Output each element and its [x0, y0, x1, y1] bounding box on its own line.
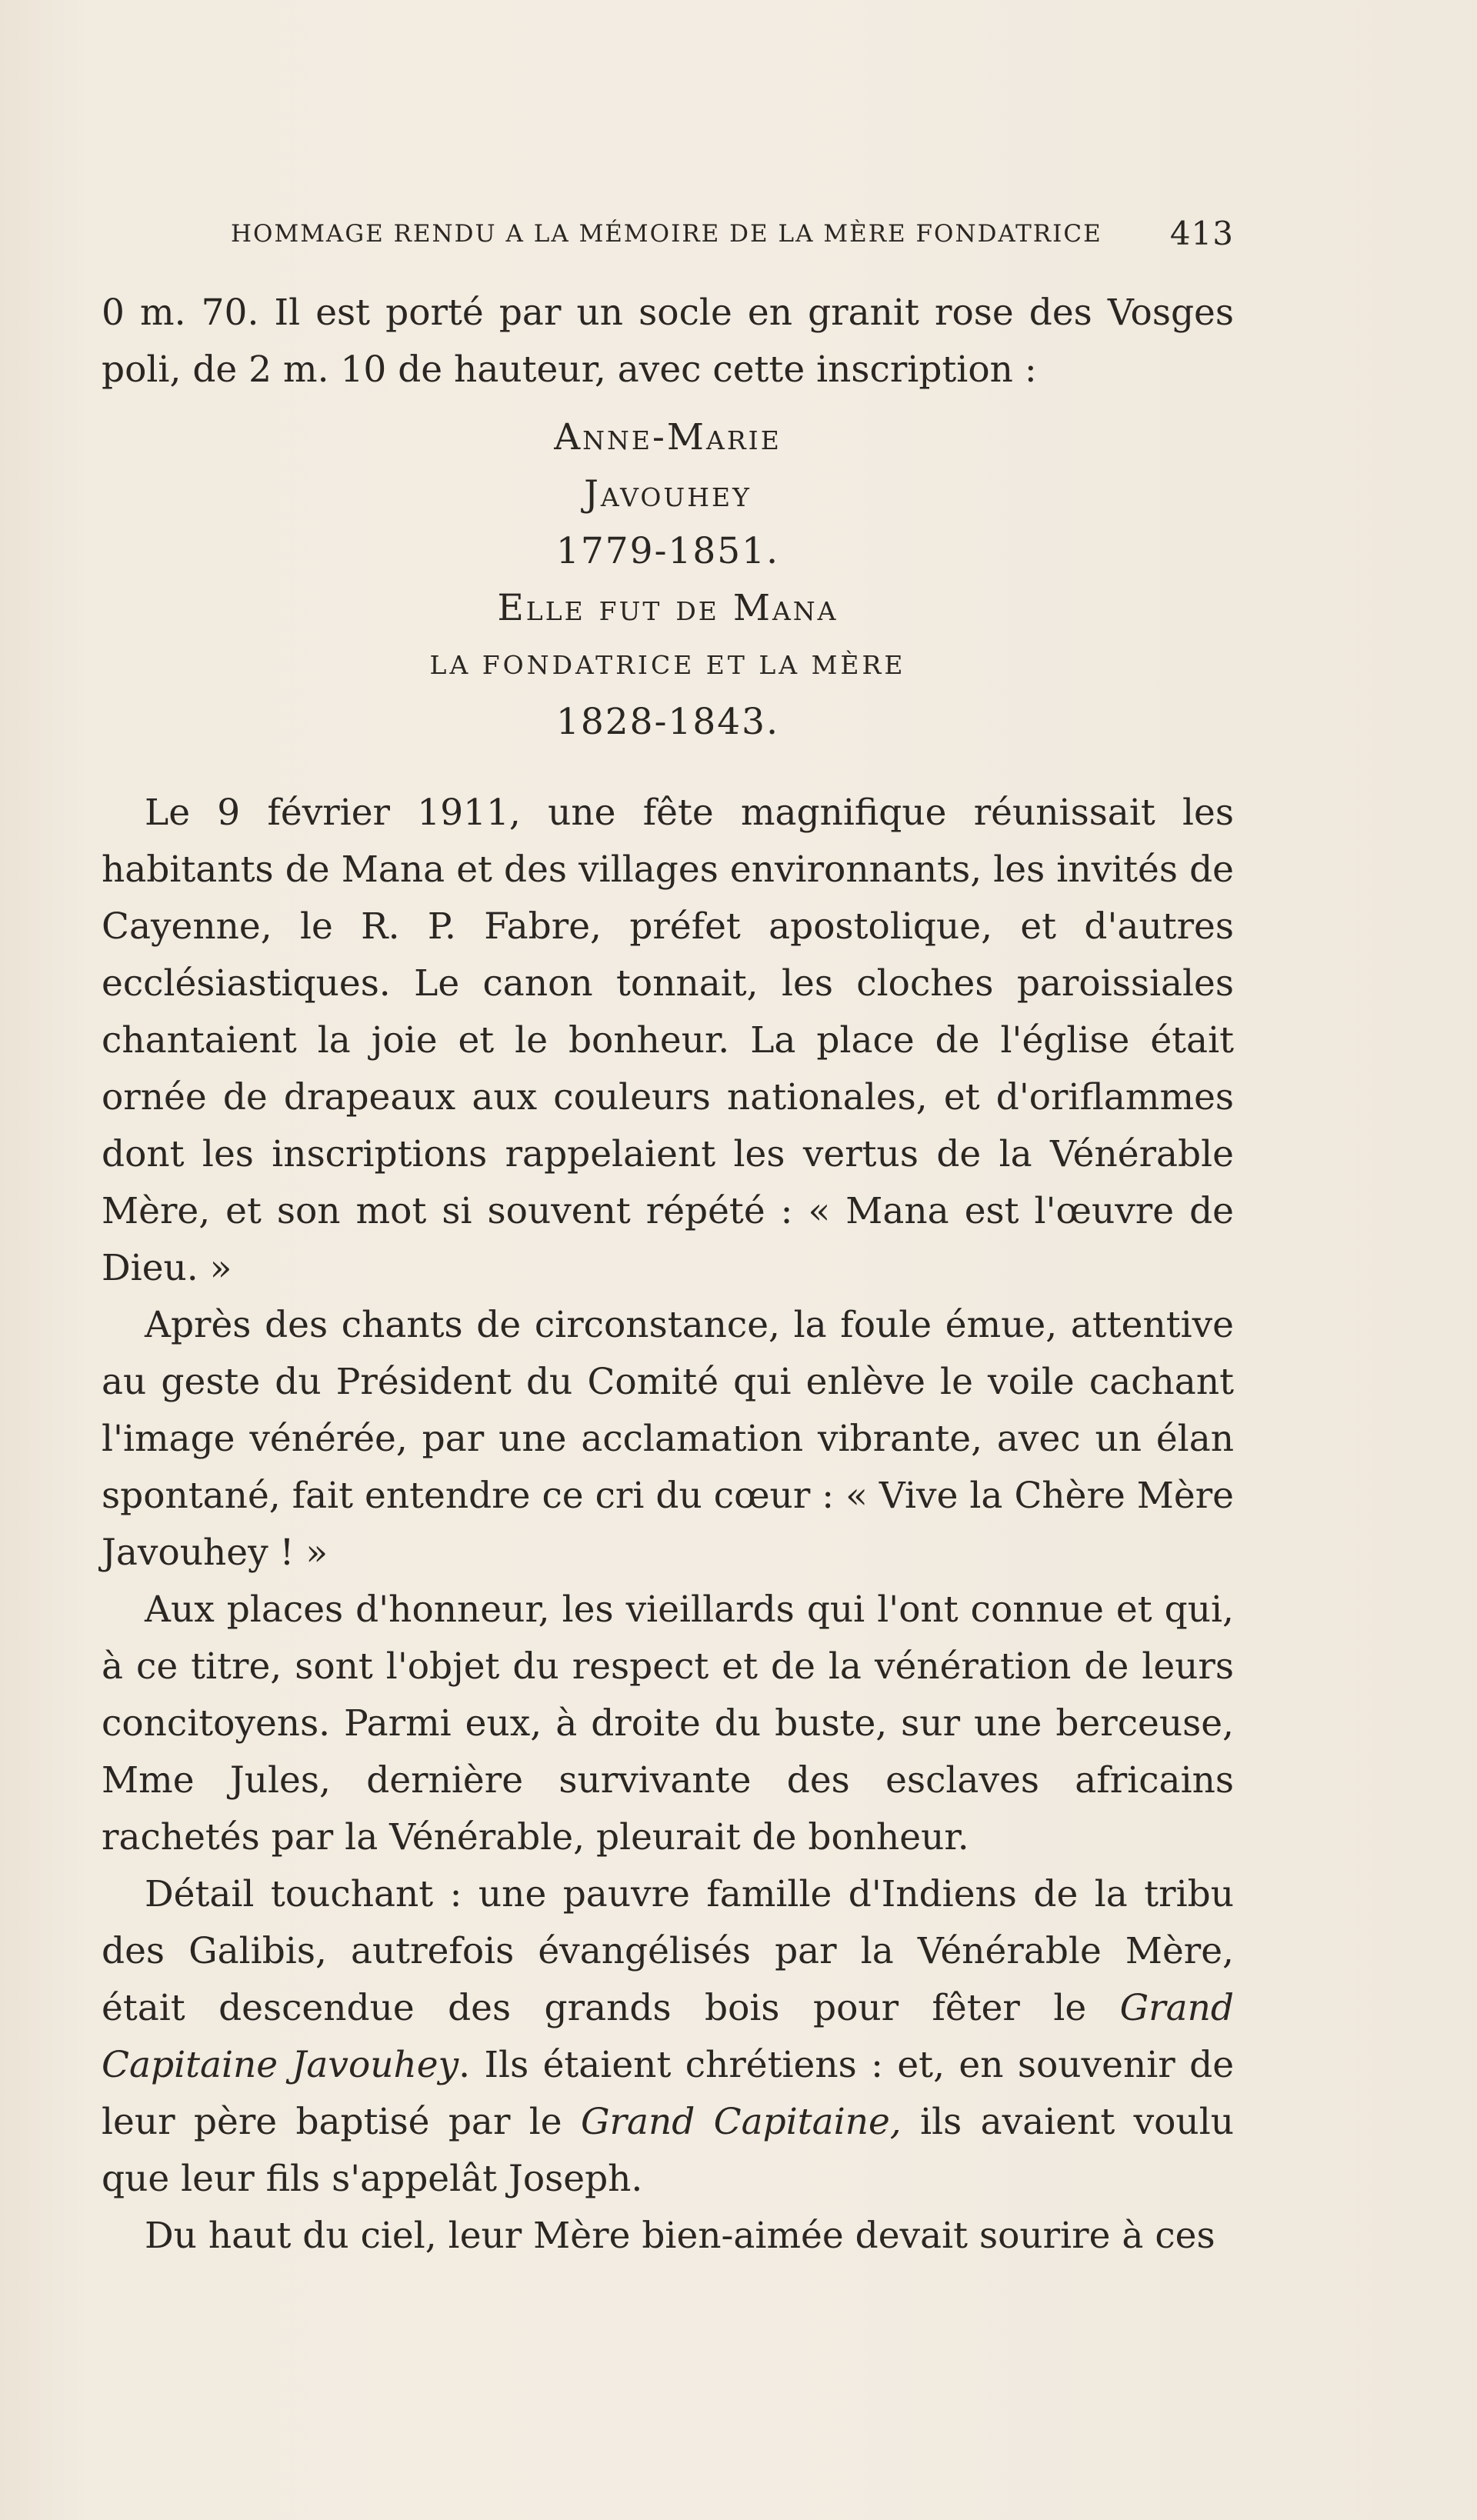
intro-paragraph: 0 m. 70. Il est porté par un socle en granit rose des Vosges poli, de 2 m. 10 de hauteur, avec cette inscription : [102, 292, 1234, 391]
paragraph-places: Aux places d'honneur, les vieillards qui l'ont connue et qui, à ce titre, sont l'objet du respect et de la vénération de leurs concitoyens. Parmi eux, à droite du buste, sur une berceuse, Mme Jules, dernière survivante des esclaves africains rachetés par la Vénérable, pleurait de bonheur. [102, 1588, 1234, 1858]
inscription-mana-dates: 1828-1843. [555, 701, 780, 743]
page-number: 413 [1169, 215, 1234, 252]
detail-italic-grand-capitaine: Grand Capitaine, [580, 2101, 902, 2143]
inscription-line-founder: LA FONDATRICE ET LA MÈRE [429, 650, 906, 680]
inscription [102, 409, 1234, 751]
running-title: HOMMAGE RENDU A LA MÉMOIRE DE LA MÈRE FONDATRICE [231, 220, 1102, 248]
detail-text-a: Détail touchant : une pauvre famille d'Indiens de la tribu des Galibis, autrefois évangélisés par la Vénérable Mère, était descendue des grands bois pour fêter le [102, 1873, 1234, 2029]
inscription-line-mana: Elle fut de Mana [497, 587, 839, 629]
detail-italic-grand-capitaine-javouhey: Grand Capitaine Javouhey [102, 1987, 1234, 2086]
paragraph-ciel: Du haut du ciel, leur Mère bien-aimée devait sourire à ces [145, 2215, 1215, 2257]
inscription-surname: Javouhey [584, 473, 752, 515]
detail-text-c: ils avaient voulu que leur fils s'appelât Joseph. [102, 2101, 1234, 2200]
paragraph-fete: Le 9 février 1911, une fête magnifique réunissait les habitants de Mana et des villages environnants, les invités de Cayenne, le R. P. Fabre, préfet apostolique, et d'autres ecclésiastiques. Le canon tonnait, les cloches paroissiales chantaient la joie et le bonheur. La place de l'église était ornée de drapeaux aux couleurs nationales, et d'oriflammes dont les inscriptions rappelaient les vertus de la Vénérable Mère, et son mot si souvent répété : « Mana est l'œuvre de Dieu. » [102, 792, 1234, 1289]
inscription-name: Anne-Marie [554, 416, 782, 458]
running-head [231, 214, 1234, 254]
paragraph-detail [102, 1866, 1234, 2208]
inscription-life-dates: 1779-1851. [555, 530, 780, 572]
detail-text-b: . Ils étaient chrétiens : et, en souvenir de leur père baptisé par le [102, 2044, 1235, 2143]
body-text [102, 285, 1234, 2265]
paragraph-chants: Après des chants de circonstance, la foule émue, attentive au geste du Président du Comité qui enlève le voile cachant l'image vénérée, par une acclamation vibrante, avec un élan spontané, fait entendre ce cri du cœur : « Vive la Chère Mère Javouhey ! » [102, 1304, 1234, 1574]
